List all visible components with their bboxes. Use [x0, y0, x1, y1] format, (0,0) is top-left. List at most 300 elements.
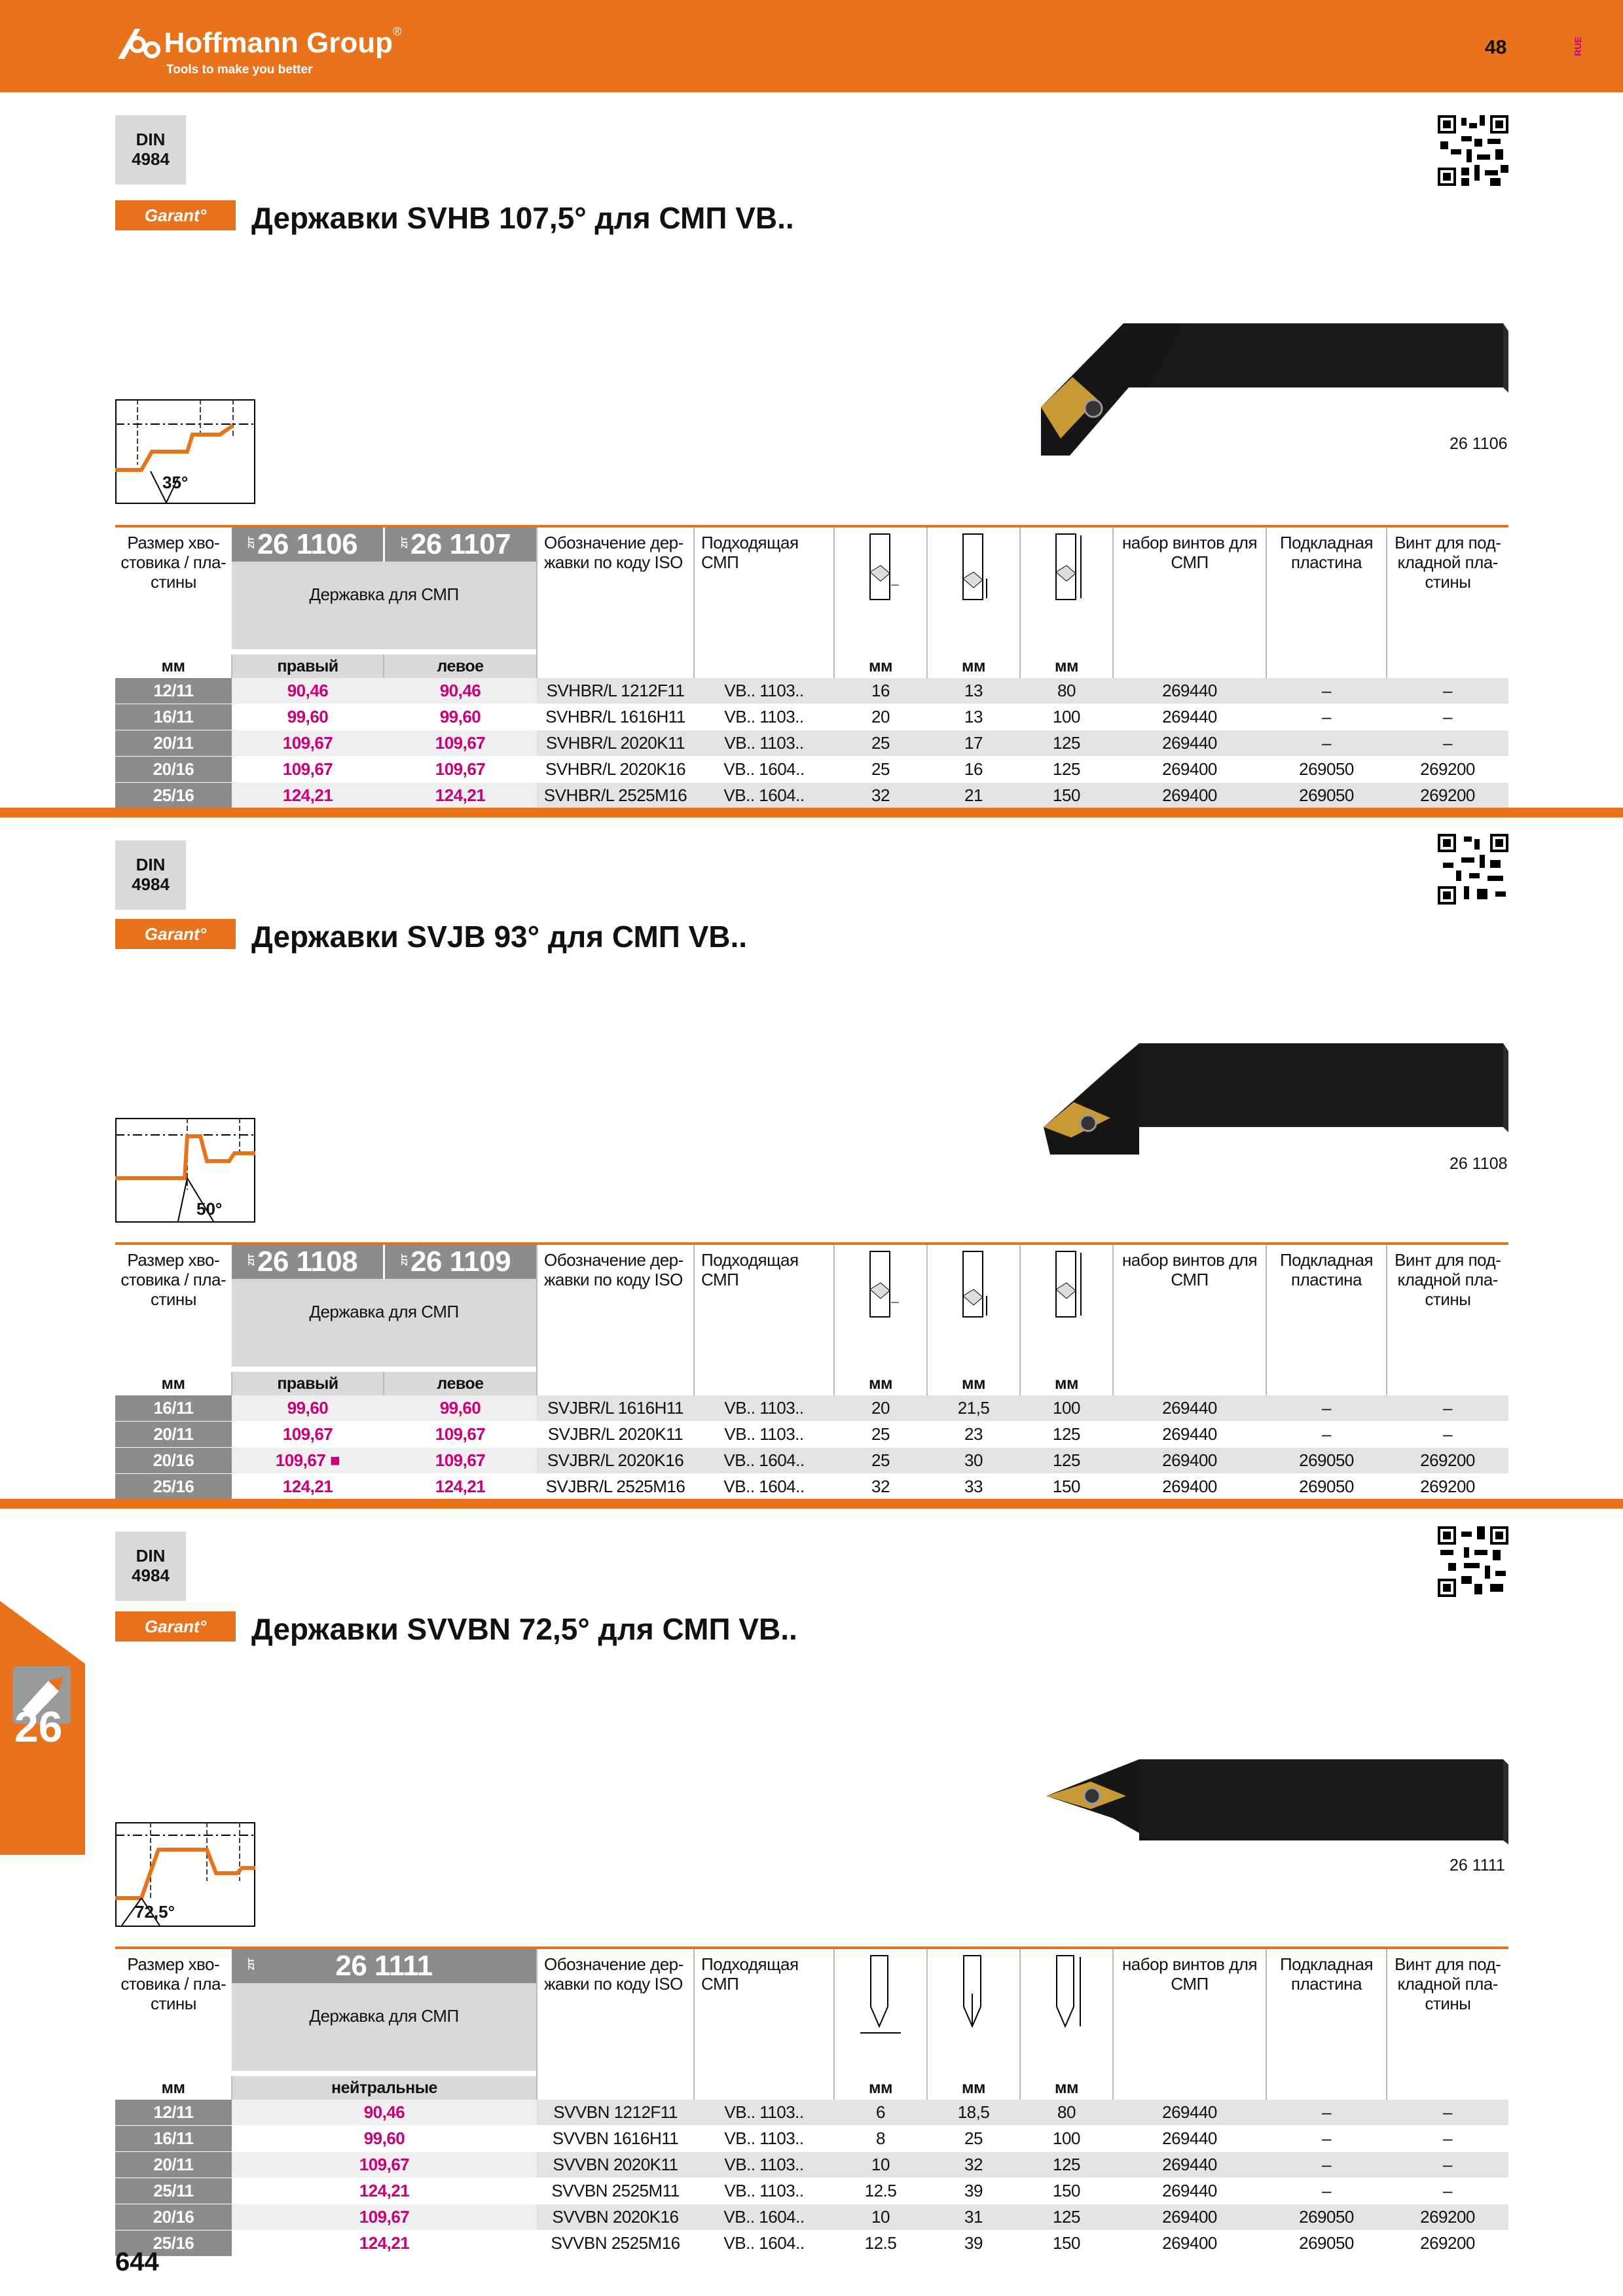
- section-title: Державки SVJB 93° для СМП VB..: [251, 920, 748, 954]
- cell-d2: 31: [927, 2204, 1020, 2231]
- dimension-h-icon: [861, 533, 900, 605]
- cell-price-neutral[interactable]: 124,21: [232, 2178, 537, 2204]
- cell-size: 20/11: [115, 1422, 232, 1448]
- cell-designation: SVHBR/L 2525M16: [537, 783, 694, 809]
- cell-designation: SVVBN 2525M11: [537, 2178, 694, 2204]
- cell-insert: VB.. 1103..: [694, 1395, 834, 1422]
- col-designation-header: Обозначение державки по коду ISO: [537, 1948, 694, 2076]
- cell-designation: SVVBN 2525M16: [537, 2231, 694, 2257]
- unit-empty: [1113, 2076, 1266, 2100]
- article-table: [115, 1946, 1508, 2257]
- din-badge: [115, 1532, 186, 1601]
- cell-insert: VB.. 1103..: [694, 678, 834, 704]
- cell-price-left[interactable]: 109,67: [384, 1448, 537, 1474]
- cell-shim-screw: –: [1387, 2178, 1508, 2204]
- brand-tagline: Tools to make you better: [166, 63, 313, 77]
- col-shim-header: Подкладная пластина: [1266, 526, 1387, 655]
- col-dimension-2-header: [927, 1244, 1020, 1372]
- din-label: DIN: [136, 855, 166, 874]
- cell-price-left[interactable]: 124,21: [384, 783, 537, 809]
- article-code-label: ZIT: [399, 1254, 409, 1266]
- tool-holder-svvbn-image: [1034, 1746, 1508, 1844]
- qr-code-icon[interactable]: [1438, 115, 1508, 186]
- din-badge: [115, 840, 186, 910]
- cell-shim: 269050: [1266, 1474, 1387, 1500]
- cell-size: 12/11: [115, 678, 232, 704]
- table-row[interactable]: [115, 783, 1508, 809]
- hoffmann-logo-icon: [115, 25, 161, 62]
- dimension-f-icon: [951, 1954, 996, 2039]
- col-screws-header: набор винтов для СМП: [1113, 526, 1266, 655]
- cell-d3: 150: [1020, 1474, 1113, 1500]
- din-number: 4984: [132, 874, 170, 894]
- col-article-header: [232, 1244, 537, 1372]
- cell-price-right[interactable]: 124,21: [232, 783, 384, 809]
- unit-size: мм: [161, 1374, 185, 1393]
- unit-empty: [694, 1372, 834, 1395]
- cell-price-left[interactable]: 109,67: [384, 757, 537, 783]
- col-shim-header: Подкладная пластина: [1266, 1948, 1387, 2076]
- table-row[interactable]: [115, 2231, 1508, 2257]
- cell-designation: SVVBN 1212F11: [537, 2100, 694, 2126]
- cell-d1: 12.5: [834, 2231, 927, 2257]
- cell-shim-screw: –: [1387, 2100, 1508, 2126]
- section-title: Державки SVVBN 72,5° для СМП VB..: [251, 1612, 797, 1646]
- article-subtitle: Державка для СМП: [232, 1983, 536, 2071]
- tool-number: 26 1111: [1450, 1856, 1505, 1874]
- qr-code-icon[interactable]: [1438, 1526, 1508, 1597]
- cell-insert: VB.. 1103..: [694, 2100, 834, 2126]
- article-number-right[interactable]: [232, 528, 383, 562]
- col-shim-screw-header: Винт для подкладной пластины: [1387, 526, 1508, 655]
- cell-d1: 25: [834, 1422, 927, 1448]
- cell-insert: VB.. 1604..: [694, 1474, 834, 1500]
- cell-price-neutral[interactable]: 109,67: [232, 2204, 537, 2231]
- section-divider: [0, 1499, 1623, 1509]
- cell-d2: 33: [927, 1474, 1020, 1500]
- cell-size: 20/16: [115, 2204, 232, 2231]
- col-shim-screw-header: Винт для подкладной пластины: [1387, 1244, 1508, 1372]
- col-designation-header: Обозначение державки по коду ISO: [537, 526, 694, 655]
- table-row[interactable]: [115, 1422, 1508, 1448]
- cell-insert: VB.. 1604..: [694, 1448, 834, 1474]
- cell-insert: VB.. 1604..: [694, 2231, 834, 2257]
- profile-angle-label: 72,5°: [135, 1902, 175, 1922]
- garant-text: Garant: [144, 1617, 200, 1636]
- cell-d2: 16: [927, 757, 1020, 783]
- cell-designation: SVHBR/L 2020K16: [537, 757, 694, 783]
- unit-empty: [1113, 1372, 1266, 1395]
- cell-size: 25/16: [115, 2231, 232, 2257]
- cell-shim: –: [1266, 1422, 1387, 1448]
- cell-price-neutral[interactable]: 124,21: [232, 2231, 537, 2257]
- dimension-f-icon: [954, 533, 993, 605]
- cell-d2: 17: [927, 730, 1020, 757]
- cell-shim-screw: 269200: [1387, 1448, 1508, 1474]
- language-code: RUE: [1573, 37, 1583, 56]
- cell-shim-screw: –: [1387, 1422, 1508, 1448]
- unit-empty: [1266, 2076, 1387, 2100]
- cell-designation: SVHBR/L 1212F11: [537, 678, 694, 704]
- cell-d3: 150: [1020, 2231, 1113, 2257]
- col-dimension-2-header: [927, 526, 1020, 655]
- col-insert-header: Подходящая СМП: [694, 526, 834, 655]
- page-ref: 48: [1485, 37, 1507, 58]
- din-number: 4984: [132, 149, 170, 169]
- tool-number: 26 1106: [1450, 435, 1508, 453]
- cell-screws: 269400: [1113, 1448, 1266, 1474]
- cell-size: 20/11: [115, 2152, 232, 2178]
- cell-price-right[interactable]: 124,21: [232, 1474, 384, 1500]
- page-number: 644: [115, 2248, 159, 2276]
- cell-d1: 10: [834, 2152, 927, 2178]
- cell-screws: 269440: [1113, 1395, 1266, 1422]
- cell-d3: 100: [1020, 1395, 1113, 1422]
- cell-price-left[interactable]: 90,46: [384, 678, 537, 704]
- table-row[interactable]: [115, 2204, 1508, 2231]
- cell-price-right[interactable]: 99,60: [232, 704, 384, 730]
- cell-d3: 125: [1020, 2204, 1113, 2231]
- article-number-text: 26 1108: [257, 1246, 358, 1278]
- chapter-side-tab[interactable]: [0, 1601, 85, 1855]
- cell-d3: 125: [1020, 1422, 1113, 1448]
- chapter-number: 26: [14, 1702, 63, 1751]
- article-number-text: 26 1106: [257, 528, 358, 560]
- cell-price-right[interactable]: 109,67 ■: [232, 1448, 384, 1474]
- cell-d3: 150: [1020, 2178, 1113, 2204]
- table-row[interactable]: [115, 2178, 1508, 2204]
- cell-size: 16/11: [115, 1395, 232, 1422]
- cell-insert: VB.. 1103..: [694, 730, 834, 757]
- tool-number: 26 1108: [1450, 1155, 1508, 1173]
- header-bar: [0, 0, 1623, 92]
- cell-size: 20/11: [115, 730, 232, 757]
- cell-screws: 269440: [1113, 2126, 1266, 2152]
- table-row[interactable]: [115, 2100, 1508, 2126]
- tool-holder-svjb-image: [1034, 1039, 1508, 1157]
- cell-screws: 269440: [1113, 2100, 1266, 2126]
- cell-screws: 269440: [1113, 2178, 1266, 2204]
- cell-insert: VB.. 1103..: [694, 2152, 834, 2178]
- din-badge: [115, 115, 186, 185]
- cell-screws: 269440: [1113, 1422, 1266, 1448]
- profile-angle-label: 50°: [196, 1199, 223, 1219]
- dimension-l-icon: [1047, 533, 1086, 605]
- dimension-b-icon: [858, 1954, 903, 2039]
- cell-d2: 25: [927, 2126, 1020, 2152]
- cell-price-left[interactable]: 109,67: [384, 1422, 537, 1448]
- article-subtitle: Державка для СМП: [232, 1279, 536, 1367]
- cell-d1: 12.5: [834, 2178, 927, 2204]
- cell-d2: 32: [927, 2152, 1020, 2178]
- cell-price-left[interactable]: 99,60: [384, 704, 537, 730]
- cell-shim-screw: 269200: [1387, 2231, 1508, 2257]
- col-screws-header: набор винтов для СМП: [1113, 1948, 1266, 2076]
- cell-designation: SVJBR/L 1616H11: [537, 1395, 694, 1422]
- unit-d1: мм: [834, 655, 927, 678]
- cell-shim: 269050: [1266, 1448, 1387, 1474]
- cell-screws: 269440: [1113, 704, 1266, 730]
- cell-shim-screw: 269200: [1387, 757, 1508, 783]
- cell-screws: 269400: [1113, 2231, 1266, 2257]
- cell-d3: 125: [1020, 2152, 1113, 2178]
- cell-shim-screw: –: [1387, 2126, 1508, 2152]
- cell-screws: 269400: [1113, 757, 1266, 783]
- cell-d3: 80: [1020, 678, 1113, 704]
- article-number-left[interactable]: [383, 1245, 536, 1279]
- table-row[interactable]: [115, 704, 1508, 730]
- table-row[interactable]: [115, 1448, 1508, 1474]
- cell-d1: 20: [834, 1395, 927, 1422]
- cell-shim: 269050: [1266, 783, 1387, 809]
- col-dimension-3-header: [1020, 1244, 1113, 1372]
- cell-designation: SVJBR/L 2020K11: [537, 1422, 694, 1448]
- cell-d3: 100: [1020, 704, 1113, 730]
- cell-designation: SVVBN 2020K11: [537, 2152, 694, 2178]
- unit-d3: мм: [1020, 1372, 1113, 1395]
- cell-price-left[interactable]: 99,60: [384, 1395, 537, 1422]
- article-number-right[interactable]: [232, 1245, 383, 1279]
- cell-d2: 39: [927, 2178, 1020, 2204]
- din-label: DIN: [136, 1546, 166, 1566]
- cell-price-right[interactable]: 90,46: [232, 678, 384, 704]
- cell-d1: 6: [834, 2100, 927, 2126]
- cell-price-left[interactable]: 124,21: [384, 1474, 537, 1500]
- unit-empty: [537, 1372, 694, 1395]
- unit-d2: мм: [927, 2076, 1020, 2100]
- article-table: [115, 525, 1508, 809]
- unit-empty: [537, 655, 694, 678]
- col-shim-header: Подкладная пластина: [1266, 1244, 1387, 1372]
- unit-d3: мм: [1020, 655, 1113, 678]
- col-article-header: [232, 1948, 537, 2076]
- unit-empty: [1113, 655, 1266, 678]
- col-size-header: Размер хвостовика / пластины: [120, 1250, 227, 1309]
- cell-size: 16/11: [115, 2126, 232, 2152]
- cell-shim: 269050: [1266, 757, 1387, 783]
- tool-holder-svhb-image: [1034, 314, 1508, 459]
- col-shim-screw-header: Винт для подкладной пластины: [1387, 1948, 1508, 2076]
- unit-size: мм: [161, 2079, 185, 2097]
- article-subtitle: Державка для СМП: [232, 562, 536, 649]
- cell-designation: SVHBR/L 1616H11: [537, 704, 694, 730]
- cell-screws: 269400: [1113, 2204, 1266, 2231]
- cell-shim-screw: 269200: [1387, 1474, 1508, 1500]
- cell-d1: 10: [834, 2204, 927, 2231]
- col-article-header: [232, 526, 537, 655]
- cell-designation: SVJBR/L 2525M16: [537, 1474, 694, 1500]
- brand-name: Hoffmann Group: [164, 27, 393, 59]
- table-row[interactable]: [115, 2152, 1508, 2178]
- col-dimension-1-header: [834, 526, 927, 655]
- cell-shim: –: [1266, 2126, 1387, 2152]
- dimension-l-icon: [1044, 1954, 1089, 2039]
- table-row[interactable]: [115, 1474, 1508, 1500]
- cell-price-right[interactable]: 109,67: [232, 730, 384, 757]
- unit-empty: [1387, 655, 1508, 678]
- table-row[interactable]: [115, 2126, 1508, 2152]
- section-title: Державки SVHB 107,5° для СМП VB..: [251, 201, 794, 235]
- article-number-text: 26 1111: [335, 1950, 433, 1982]
- cell-insert: VB.. 1604..: [694, 783, 834, 809]
- article-code-label: ZIT: [246, 537, 256, 548]
- cell-size: 16/11: [115, 704, 232, 730]
- cell-insert: VB.. 1604..: [694, 2204, 834, 2231]
- article-code-label: ZIT: [246, 1254, 256, 1266]
- unit-left: левое: [384, 655, 537, 678]
- article-table: [115, 1242, 1508, 1500]
- cell-d2: 13: [927, 678, 1020, 704]
- unit-right: правый: [232, 1372, 384, 1395]
- unit-neutral: нейтральные: [232, 2076, 537, 2100]
- unit-d3: мм: [1020, 2076, 1113, 2100]
- hoffmann-logo[interactable]: [115, 25, 402, 77]
- unit-empty: [1266, 655, 1387, 678]
- cell-d2: 39: [927, 2231, 1020, 2257]
- cell-price-neutral[interactable]: 90,46: [232, 2100, 537, 2126]
- cell-price-right[interactable]: 109,67: [232, 757, 384, 783]
- cell-d1: 25: [834, 757, 927, 783]
- cell-shim: –: [1266, 678, 1387, 704]
- din-label: DIN: [136, 130, 166, 149]
- unit-empty: [1266, 1372, 1387, 1395]
- unit-size: мм: [161, 657, 185, 675]
- section-divider: [0, 808, 1623, 817]
- col-size-header: Размер хвостовика / пластины: [120, 533, 227, 592]
- cell-screws: 269400: [1113, 783, 1266, 809]
- cell-insert: VB.. 1103..: [694, 704, 834, 730]
- cell-d1: 8: [834, 2126, 927, 2152]
- garant-logo: Garant°: [115, 200, 236, 230]
- article-code-label: ZIT: [246, 1958, 256, 1970]
- cell-price-right[interactable]: 99,60: [232, 1395, 384, 1422]
- article-number-text: 26 1107: [410, 528, 511, 560]
- din-number: 4984: [132, 1566, 170, 1585]
- cell-shim: –: [1266, 2152, 1387, 2178]
- cell-d1: 16: [834, 678, 927, 704]
- cell-shim-screw: –: [1387, 704, 1508, 730]
- garant-logo: Garant°: [115, 919, 236, 949]
- brand-registered: ®: [392, 25, 402, 38]
- cell-size: 25/11: [115, 2178, 232, 2204]
- col-designation-header: Обозначение державки по коду ISO: [537, 1244, 694, 1372]
- cell-insert: VB.. 1103..: [694, 2178, 834, 2204]
- article-number-text: 26 1109: [410, 1246, 511, 1278]
- col-insert-header: Подходящая СМП: [694, 1948, 834, 2076]
- cell-designation: SVHBR/L 2020K11: [537, 730, 694, 757]
- cell-screws: 269440: [1113, 2152, 1266, 2178]
- col-size-header: Размер хвостовика / пластины: [120, 1954, 227, 2013]
- unit-left: левое: [384, 1372, 537, 1395]
- unit-empty: [537, 2076, 694, 2100]
- cell-price-left[interactable]: 109,67: [384, 730, 537, 757]
- cell-d2: 21: [927, 783, 1020, 809]
- unit-empty: [694, 2076, 834, 2100]
- garant-logo: Garant°: [115, 1611, 236, 1641]
- cell-d3: 100: [1020, 2126, 1113, 2152]
- cell-shim-screw: 269200: [1387, 2204, 1508, 2231]
- table-row[interactable]: [115, 730, 1508, 757]
- cell-size: 20/16: [115, 1448, 232, 1474]
- cell-d2: 23: [927, 1422, 1020, 1448]
- garant-text: Garant: [144, 206, 200, 225]
- table-row[interactable]: [115, 678, 1508, 704]
- col-dimension-3-header: [1020, 1948, 1113, 2076]
- unit-d1: мм: [834, 2076, 927, 2100]
- cell-shim: 269050: [1266, 2231, 1387, 2257]
- article-number-neutral[interactable]: [232, 1949, 536, 1983]
- cell-designation: SVVBN 2020K16: [537, 2204, 694, 2231]
- cell-d2: 21,5: [927, 1395, 1020, 1422]
- cell-shim-screw: 269200: [1387, 783, 1508, 809]
- cell-d3: 125: [1020, 757, 1113, 783]
- cell-d3: 125: [1020, 1448, 1113, 1474]
- unit-d2: мм: [927, 1372, 1020, 1395]
- cell-shim: –: [1266, 704, 1387, 730]
- article-code-label: ZIT: [399, 537, 409, 548]
- cell-d2: 30: [927, 1448, 1020, 1474]
- cell-price-neutral[interactable]: 109,67: [232, 2152, 537, 2178]
- cell-shim-screw: –: [1387, 2152, 1508, 2178]
- cell-screws: 269440: [1113, 678, 1266, 704]
- col-screws-header: набор винтов для СМП: [1113, 1244, 1266, 1372]
- col-dimension-1-header: [834, 1948, 927, 2076]
- profile-angle-label: 35°: [162, 473, 189, 492]
- cell-shim: –: [1266, 730, 1387, 757]
- cell-price-neutral[interactable]: 99,60: [232, 2126, 537, 2152]
- cell-size: 25/16: [115, 1474, 232, 1500]
- dimension-l-icon: [1047, 1250, 1086, 1322]
- cell-insert: VB.. 1103..: [694, 2126, 834, 2152]
- unit-empty: [1387, 1372, 1508, 1395]
- cell-d2: 18,5: [927, 2100, 1020, 2126]
- col-dimension-3-header: [1020, 526, 1113, 655]
- cell-d2: 13: [927, 704, 1020, 730]
- cell-shim: 269050: [1266, 2204, 1387, 2231]
- cell-shim-screw: –: [1387, 1395, 1508, 1422]
- cell-d3: 80: [1020, 2100, 1113, 2126]
- cell-shim: –: [1266, 2178, 1387, 2204]
- cell-price-right[interactable]: 109,67: [232, 1422, 384, 1448]
- cell-d1: 20: [834, 704, 927, 730]
- cell-d3: 125: [1020, 730, 1113, 757]
- cell-screws: 269440: [1113, 730, 1266, 757]
- cell-screws: 269400: [1113, 1474, 1266, 1500]
- article-number-left[interactable]: [383, 528, 536, 562]
- unit-right: правый: [232, 655, 384, 678]
- cell-designation: SVVBN 1616H11: [537, 2126, 694, 2152]
- cell-shim-screw: –: [1387, 678, 1508, 704]
- col-insert-header: Подходящая СМП: [694, 1244, 834, 1372]
- col-dimension-2-header: [927, 1948, 1020, 2076]
- table-row[interactable]: [115, 757, 1508, 783]
- cell-shim-screw: –: [1387, 730, 1508, 757]
- cutting-profile-50-icon: [115, 1118, 255, 1223]
- cell-d1: 32: [834, 783, 927, 809]
- cell-shim: –: [1266, 2100, 1387, 2126]
- qr-code-icon[interactable]: [1438, 834, 1508, 905]
- unit-d2: мм: [927, 655, 1020, 678]
- cell-insert: VB.. 1103..: [694, 1422, 834, 1448]
- dimension-f-icon: [954, 1250, 993, 1322]
- cell-insert: VB.. 1604..: [694, 757, 834, 783]
- garant-text: Garant: [144, 924, 200, 944]
- table-row[interactable]: [115, 1395, 1508, 1422]
- cell-shim: –: [1266, 1395, 1387, 1422]
- cell-size: 25/16: [115, 783, 232, 809]
- cell-size: 12/11: [115, 2100, 232, 2126]
- unit-d1: мм: [834, 1372, 927, 1395]
